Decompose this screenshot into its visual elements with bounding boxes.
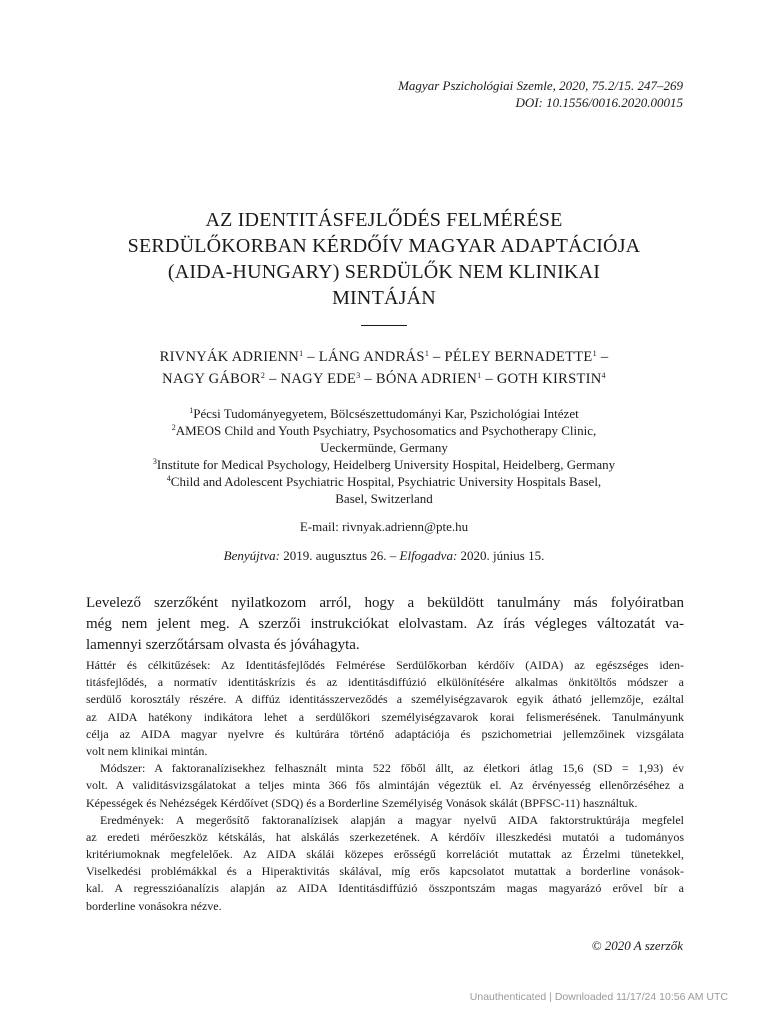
declaration-line: lamennyi szerzőtársam olvasta és jóváhagyta. (86, 637, 360, 653)
submitted-date: 2019. augusztus 26. – (279, 548, 400, 563)
abstract-text: A faktoranalízisekhez felhasznált minta 522 főből állt, az életkori átlag 15,6 (SD = 1,93) év (154, 761, 684, 776)
affiliation-line (84, 473, 684, 490)
title-line: (AIDA-HUNGARY) SERDÜLŐK NEM KLINIKAI (167, 261, 601, 283)
corresponding-email: E-mail: rivnyak.adrienn@pte.hu (299, 519, 469, 534)
affiliation-number: 2 (171, 423, 176, 432)
abstract-line: kritériumoknak megfelelőek. Az AIDA skálái közepes erősségű korrelációt mutattak az Érzelmi tünetekkel, (86, 847, 684, 862)
doi: DOI: 10.1556/0016.2020.00015 (515, 95, 683, 110)
author-declaration (86, 593, 684, 656)
author-name: BÓNA ADRIEN (375, 371, 478, 387)
author-separator: – (596, 349, 609, 365)
declaration-line: még nem jelent meg. A szerzői instrukciókat elolvastam. Az írás végleges változatát va- (86, 616, 684, 632)
affiliation-number: 4 (166, 474, 171, 483)
abstract-line: volt nem klinikai mintán. (86, 743, 208, 758)
affiliation-marker: 1 (424, 349, 430, 358)
affiliation-line (84, 456, 684, 473)
affiliation-line (84, 490, 684, 507)
title-line: SERDÜLŐKORBAN KÉRDŐÍV MAGYAR ADAPTÁCIÓJA (127, 235, 641, 257)
results-label: Eredmények: (100, 812, 176, 827)
accepted-date: 2020. június 15. (457, 548, 545, 563)
abstract-line (86, 760, 684, 777)
abstract-line: volt. A validitásvizsgálatokat a teljes minta 366 fős almintáján végeztük el. Az érvényesség ellenőrzéséhez a (86, 778, 684, 793)
author-name: GOTH KIRSTIN (496, 371, 602, 387)
abstract-line: Képességek és Nehézségek Kérdőívet (SDQ) és a Borderline Személyiség Vonások skálát (BPFSC-11) használtuk. (86, 795, 638, 810)
author-name: NAGY EDE (280, 371, 357, 387)
title-divider (361, 325, 407, 326)
affiliation-marker: 1 (592, 349, 597, 358)
affiliation-marker: 1 (477, 371, 482, 380)
author-separator: – (429, 349, 445, 365)
background-label: Háttér és célkitűzések: (86, 658, 221, 672)
abstract (86, 657, 684, 915)
author-line-1 (84, 346, 684, 368)
affiliation-number: 3 (152, 457, 157, 466)
author-separator: – (265, 371, 281, 387)
download-watermark: Unauthenticated | Downloaded 11/17/24 10:56 AM UTC (469, 991, 728, 1003)
abstract-line: kal. A regresszióanalízis alapján az AIDA Identitásdiffúzió összpontszám magas magyarázó erővel bír a (86, 881, 684, 896)
title-line: AZ IDENTITÁSFEJLŐDÉS FELMÉRÉSE (205, 209, 563, 231)
affiliation-text: Institute for Medical Psychology, Heidelberg University Hospital, Heidelberg, Germany (156, 457, 616, 472)
affiliation-text: Basel, Switzerland (335, 491, 433, 506)
affiliation-marker: 1 (299, 349, 304, 358)
abstract-text: Az Identitásfejlődés Felmérése Serdülőkorban kérdőív (AIDA) az egészséges iden- (220, 658, 684, 672)
author-name: NAGY GÁBOR (162, 371, 261, 387)
affiliation-list (84, 405, 684, 507)
affiliation-marker: 2 (260, 371, 266, 380)
affiliation-text: Ueckermünde, Germany (320, 440, 448, 455)
author-name: RIVNYÁK ADRIENN (159, 349, 300, 365)
author-list (84, 346, 684, 390)
abstract-line: az eredeti mérőeszköz kétskálás, hat alskálás szerkezetének. A kérdőív illeszkedési mutatói a tudományos (86, 829, 684, 844)
submitted-label: Benyújtva: (223, 548, 280, 563)
affiliation-line (84, 405, 684, 422)
copyright-notice: © 2020 A szerzők (591, 938, 683, 953)
abstract-line: célja az AIDA magyar nyelvre és kultúrára történő adaptációja és pszichometriai jellemzőinek vizsgálata (86, 726, 684, 741)
author-name: LÁNG ANDRÁS (318, 349, 425, 365)
journal-reference (398, 77, 683, 111)
affiliation-text: Child and Adolescent Psychiatric Hospital, Psychiatric University Hospitals Basel, (170, 474, 602, 489)
abstract-line: az AIDA hatékony indikátora lehet a serdülőkori személyiségzavarok korai felismerésének. Tanulmányunk (86, 709, 684, 724)
abstract-line: borderline vonásokra nézve. (86, 898, 222, 913)
author-separator: – (481, 371, 497, 387)
submission-dates (84, 547, 684, 564)
title-line: MINTÁJÁN (332, 287, 436, 309)
journal-citation: Magyar Pszichológiai Szemle, 2020, 75.2/15. 247–269 (398, 78, 683, 93)
abstract-line: titásfejlődés, a normatív identitáskrízis és az identitásdiffúzió elkülönítésére alkalmas önkitöltős módszer a (86, 675, 684, 690)
method-label: Módszer: (100, 761, 155, 776)
affiliation-line (84, 422, 684, 439)
affiliation-text: Pécsi Tudományegyetem, Bölcsészettudományi Kar, Pszichológiai Intézet (193, 406, 579, 421)
author-line-2 (84, 368, 684, 390)
affiliation-line (84, 439, 684, 456)
author-name: PÉLEY BERNADETTE (444, 349, 593, 365)
abstract-line (86, 812, 684, 829)
abstract-line (86, 657, 684, 674)
abstract-text: A megerősítő faktoranalízisek alapján a magyar nyelvű AIDA faktorstruktúrája megfelel (175, 812, 684, 827)
abstract-line: serdülő korosztály részére. A diffúz identitásszerveződés a személyiségzavarok egyik átható jellemzője, ezáltal (86, 692, 684, 707)
declaration-line: Levelező szerzőként nyilatkozom arról, hogy a beküldött tanulmány más folyóiratban (86, 595, 684, 611)
accepted-label: Elfogadva: (399, 548, 458, 563)
affiliation-text: AMEOS Child and Youth Psychiatry, Psychosomatics and Psychotherapy Clinic, (175, 423, 597, 438)
article-title (84, 207, 684, 311)
affiliation-number: 1 (189, 406, 194, 415)
abstract-line: Viselkedési problémákkal és a Hiperaktivitás skálával, míg erős kapcsolatot mutattak a borderline vonások- (86, 864, 684, 879)
affiliation-marker: 3 (356, 371, 361, 380)
author-separator: – (303, 349, 319, 365)
author-separator: – (360, 371, 376, 387)
affiliation-marker: 4 (601, 371, 606, 380)
